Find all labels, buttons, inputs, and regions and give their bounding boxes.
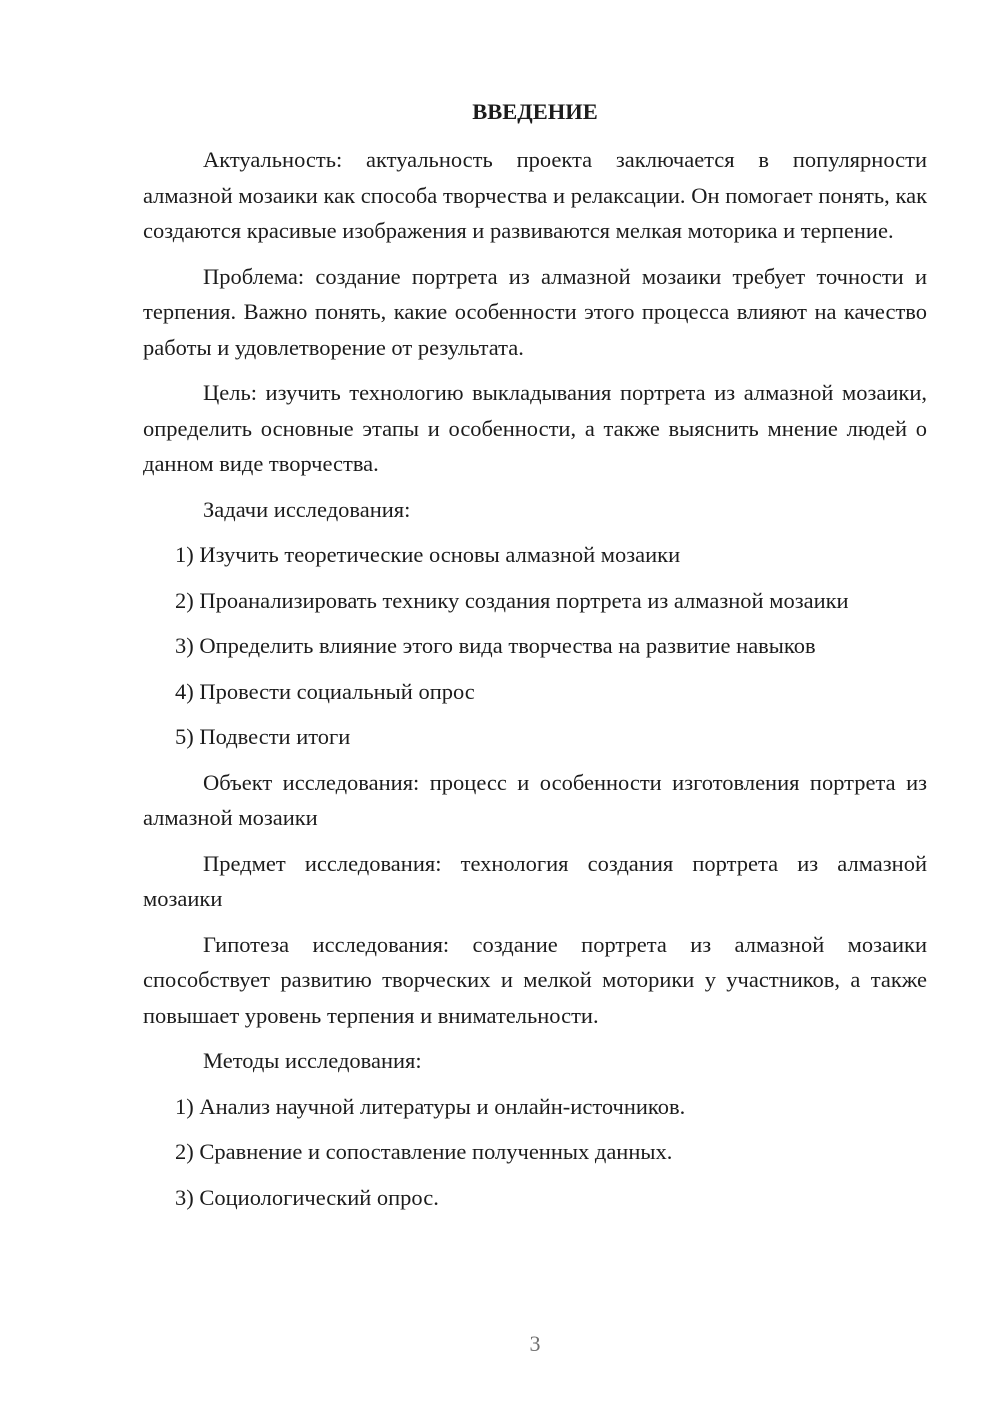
goal-paragraph: Цель: изучить технологию выкладывания портрета из алмазной мозаики, определить основные этапы и особенности, а также выяснить мнение людей о данном виде творчества. <box>143 380 927 476</box>
subject-paragraph: Предмет исследования: технология создания портрета из алмазной мозаики <box>143 850 927 911</box>
problem-paragraph: Проблема: создание портрета из алмазной мозаики требует точности и терпения. Важно понять, какие особенности этого процесса влияют на качество работы и удовлетворение от результата. <box>143 263 927 360</box>
tasks-list <box>143 537 927 755</box>
page-title: ВВЕДЕНИЕ <box>472 99 598 124</box>
list-item: 1) Анализ научной литературы и онлайн-источников. <box>175 1093 686 1119</box>
list-item: 1) Изучить теоретические основы алмазной мозаики <box>175 542 681 567</box>
methods-list <box>143 1089 927 1216</box>
tasks-title: Задачи исследования: <box>203 496 411 522</box>
object-paragraph: Объект исследования: процесс и особенности изготовления портрета из алмазной мозаики <box>143 769 927 830</box>
relevance-paragraph: Актуальность: актуальность проекта заключается в популярности алмазной мозаики как способа творчества и релаксации. Он помогает понять, как создаются красивые изображения и развиваются мелкая моторика и терпение. <box>143 147 927 243</box>
list-item: 3) Определить влияние этого вида творчества на развитие навыков <box>175 633 816 658</box>
list-item: 5) Подвести итоги <box>175 724 351 749</box>
list-item: 2) Сравнение и сопоставление полученных данных. <box>175 1139 673 1164</box>
page-number: 3 <box>529 1331 541 1356</box>
list-item: 2) Проанализировать технику создания портрета из алмазной мозаики <box>175 587 849 613</box>
hypothesis-paragraph: Гипотеза исследования: создание портрета из алмазной мозаики способствует развитию творческих и мелкой моторики у участников, а также повышает уровень терпения и внимательности. <box>143 931 927 1028</box>
list-item: 4) Провести социальный опрос <box>175 678 475 704</box>
methods-title: Методы исследования: <box>203 1048 422 1073</box>
document-body <box>143 94 927 1225</box>
list-item: 3) Социологический опрос. <box>175 1184 439 1210</box>
